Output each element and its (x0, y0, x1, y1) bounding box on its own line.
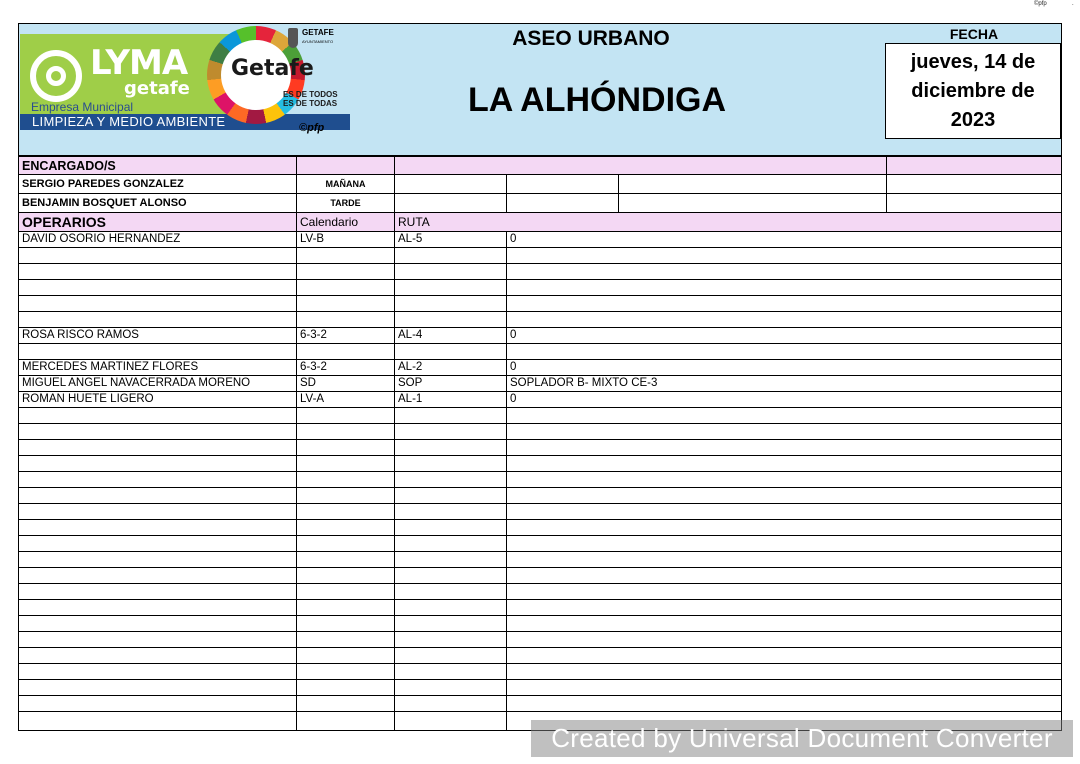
table-row (18, 328, 1062, 344)
operario-name-cell (18, 552, 296, 567)
operario-obs-cell: 0 (506, 328, 1062, 343)
operario-obs-cell (506, 504, 1062, 519)
operario-obs-cell: 0 (506, 392, 1062, 407)
operario-ruta-cell: AL-1 (394, 392, 506, 407)
operario-obs-cell (506, 632, 1062, 647)
operario-name-cell (18, 568, 296, 583)
operario-obs-cell (506, 472, 1062, 487)
table-row (18, 488, 1062, 504)
encargado-row (18, 194, 1062, 213)
operario-cal-cell (296, 408, 394, 423)
table-row (18, 584, 1062, 600)
operario-ruta-cell (394, 456, 506, 471)
operarios-label: OPERARIOS (18, 213, 296, 231)
table-row (18, 312, 1062, 328)
encargado-name: BENJAMIN BOSQUET ALONSO (18, 194, 296, 212)
table-row (18, 360, 1062, 376)
table-row (18, 408, 1062, 424)
lyma-brand-sub: getafe (124, 78, 190, 99)
getafe-logo-text: Getafe (231, 56, 314, 81)
operario-name-cell (18, 280, 296, 295)
operario-cal-cell (296, 584, 394, 599)
table-row (18, 392, 1062, 408)
operario-ruta-cell (394, 568, 506, 583)
table-row (18, 648, 1062, 664)
operario-cal-cell (296, 504, 394, 519)
ayuntamiento-label: GETAFE AYUNTAMIENTO (302, 28, 334, 44)
operario-cal-cell: LV-B (296, 232, 394, 247)
blank-cell (506, 194, 618, 212)
operario-name-cell (18, 424, 296, 439)
operario-name-cell (18, 536, 296, 551)
operario-cal-cell (296, 536, 394, 551)
operario-cal-cell (296, 264, 394, 279)
operario-name-cell (18, 296, 296, 311)
operario-cal-cell (296, 648, 394, 663)
operario-obs-cell (506, 696, 1062, 711)
table-row (18, 696, 1062, 712)
operario-ruta-cell: SOP (394, 376, 506, 391)
operario-cal-cell (296, 680, 394, 695)
operario-cal-cell (296, 472, 394, 487)
corner-dot: . (1072, 1, 1074, 7)
operario-obs-cell (506, 552, 1062, 567)
table-row (18, 440, 1062, 456)
operario-cal-cell (296, 456, 394, 471)
table-row (18, 232, 1062, 248)
table-row (18, 376, 1062, 392)
operario-ruta-cell (394, 440, 506, 455)
operario-cal-cell (296, 440, 394, 455)
operario-cal-cell (296, 296, 394, 311)
encargado-turno: TARDE (296, 194, 394, 212)
encargado-name: SERGIO PAREDES GONZALEZ (18, 175, 296, 193)
operario-obs-cell (506, 248, 1062, 263)
operario-cal-cell (296, 312, 394, 327)
limpieza-banner: LIMPIEZA Y MEDIO AMBIENTE (20, 114, 350, 130)
operario-name-cell (18, 680, 296, 695)
operario-cal-cell (296, 488, 394, 503)
operario-ruta-cell: AL-5 (394, 232, 506, 247)
lyma-brand: LYMA (90, 43, 188, 83)
operario-obs-cell (506, 664, 1062, 679)
operarios-header-row (18, 213, 1062, 232)
operario-ruta-cell (394, 536, 506, 551)
operario-cal-cell (296, 280, 394, 295)
operario-obs-cell (506, 520, 1062, 535)
operario-ruta-cell (394, 248, 506, 263)
operario-name-cell (18, 696, 296, 711)
operario-name-cell: ROSA RISCO RAMOS (18, 328, 296, 343)
blank-cell (618, 194, 886, 212)
operario-ruta-cell (394, 680, 506, 695)
operario-ruta-cell (394, 472, 506, 487)
blank-cell (618, 175, 886, 193)
table-row (18, 344, 1062, 360)
operario-ruta-cell (394, 520, 506, 535)
operario-obs-cell (506, 344, 1062, 359)
operario-ruta-cell (394, 296, 506, 311)
operario-obs-cell (506, 616, 1062, 631)
ruta-header: RUTA (394, 213, 1062, 231)
operario-ruta-cell (394, 504, 506, 519)
blank-cell (394, 175, 506, 193)
blank-cell (394, 194, 506, 212)
operario-name-cell (18, 600, 296, 615)
operario-ruta-cell (394, 344, 506, 359)
blank-cell (394, 157, 886, 174)
table-row (18, 536, 1062, 552)
operario-ruta-cell (394, 632, 506, 647)
operario-obs-cell (506, 280, 1062, 295)
table-row (18, 424, 1062, 440)
table-row (18, 680, 1062, 696)
operario-obs-cell (506, 312, 1062, 327)
operario-obs-cell (506, 264, 1062, 279)
operario-cal-cell: SD (296, 376, 394, 391)
operario-obs-cell: 0 (506, 360, 1062, 375)
operario-ruta-cell (394, 664, 506, 679)
swirl-icon (30, 50, 82, 102)
operario-cal-cell (296, 568, 394, 583)
operario-ruta-cell: AL-4 (394, 328, 506, 343)
blank-cell (296, 157, 394, 174)
operario-cal-cell: 6-3-2 (296, 328, 394, 343)
operario-cal-cell (296, 344, 394, 359)
operario-cal-cell (296, 520, 394, 535)
encargado-row (18, 175, 1062, 194)
operario-ruta-cell (394, 312, 506, 327)
operario-ruta-cell (394, 424, 506, 439)
copyright-mark: ©pfp (1034, 1, 1047, 7)
operario-cal-cell (296, 696, 394, 711)
table-row (18, 552, 1062, 568)
operario-ruta-cell (394, 264, 506, 279)
operario-name-cell (18, 440, 296, 455)
operario-cal-cell (296, 712, 394, 730)
calendario-header: Calendario (296, 213, 394, 231)
operario-ruta-cell (394, 488, 506, 503)
operario-ruta-cell (394, 600, 506, 615)
operario-obs-cell (506, 424, 1062, 439)
operario-name-cell (18, 616, 296, 631)
operario-name-cell: ROMAN HUETE LIGERO (18, 392, 296, 407)
operario-name-cell (18, 664, 296, 679)
table-row (18, 296, 1062, 312)
operario-name-cell (18, 520, 296, 535)
operario-obs-cell (506, 408, 1062, 423)
operario-obs-cell (506, 456, 1062, 471)
document-header (18, 23, 1062, 156)
operario-cal-cell: 6-3-2 (296, 360, 394, 375)
blank-cell (886, 157, 1062, 174)
operario-ruta-cell (394, 552, 506, 567)
operario-obs-cell (506, 584, 1062, 599)
operario-name-cell (18, 344, 296, 359)
operario-cal-cell (296, 552, 394, 567)
operario-obs-cell (506, 536, 1062, 551)
operario-obs-cell (506, 680, 1062, 695)
table-row (18, 504, 1062, 520)
operario-cal-cell (296, 616, 394, 631)
operario-name-cell (18, 248, 296, 263)
operario-obs-cell (506, 648, 1062, 663)
blank-cell (886, 194, 1062, 212)
operario-ruta-cell (394, 696, 506, 711)
table-row (18, 472, 1062, 488)
operario-name-cell (18, 456, 296, 471)
operario-ruta-cell (394, 584, 506, 599)
operario-ruta-cell: AL-2 (394, 360, 506, 375)
table-row (18, 600, 1062, 616)
operario-name-cell (18, 504, 296, 519)
operario-obs-cell: SOPLADOR B- MIXTO CE-3 (506, 376, 1062, 391)
service-title: ASEO URBANO (512, 27, 670, 50)
operario-ruta-cell (394, 648, 506, 663)
zone-title: LA ALHÓNDIGA (467, 81, 727, 119)
crest-icon (288, 28, 298, 48)
table-row (18, 664, 1062, 680)
operario-name-cell (18, 472, 296, 487)
blank-cell (506, 175, 618, 193)
pfp-mark: ©pfp (299, 122, 325, 134)
table-row (18, 632, 1062, 648)
operario-name-cell: DAVID OSORIO HERNANDEZ (18, 232, 296, 247)
operario-ruta-cell (394, 616, 506, 631)
encargados-label: ENCARGADO/S (18, 157, 296, 174)
operario-cal-cell (296, 664, 394, 679)
operario-obs-cell: 0 (506, 232, 1062, 247)
operario-name-cell (18, 264, 296, 279)
date-value: jueves, 14 de diciembre de 2023 (885, 43, 1061, 139)
operario-obs-cell (506, 600, 1062, 615)
operario-name-cell (18, 488, 296, 503)
operario-obs-cell (506, 296, 1062, 311)
operario-cal-cell (296, 600, 394, 615)
table-row (18, 568, 1062, 584)
motto: ES DE TODOS ES DE TODAS (283, 90, 338, 108)
date-label: FECHA (949, 26, 999, 42)
staff-table (18, 156, 1062, 731)
operario-name-cell: MERCEDES MARTINEZ FLORES (18, 360, 296, 375)
table-row (18, 616, 1062, 632)
table-row (18, 456, 1062, 472)
operario-ruta-cell (394, 712, 506, 730)
operario-obs-cell (506, 488, 1062, 503)
operario-name-cell (18, 632, 296, 647)
operario-cal-cell: LV-A (296, 392, 394, 407)
operario-name-cell: MIGUEL ANGEL NAVACERRADA MORENO (18, 376, 296, 391)
operario-obs-cell (506, 440, 1062, 455)
operario-cal-cell (296, 632, 394, 647)
table-row (18, 280, 1062, 296)
operario-cal-cell (296, 248, 394, 263)
empresa-label: Empresa Municipal (31, 100, 134, 114)
operario-name-cell (18, 584, 296, 599)
operario-ruta-cell (394, 408, 506, 423)
blank-cell (886, 175, 1062, 193)
encargados-header-row (18, 156, 1062, 175)
table-row (18, 248, 1062, 264)
operario-obs-cell (506, 568, 1062, 583)
operario-cal-cell (296, 424, 394, 439)
operario-name-cell (18, 408, 296, 423)
converter-watermark: Created by Universal Document Converter (531, 720, 1073, 757)
table-row (18, 264, 1062, 280)
operario-name-cell (18, 712, 296, 730)
operario-ruta-cell (394, 280, 506, 295)
operario-name-cell (18, 648, 296, 663)
table-row (18, 520, 1062, 536)
operario-name-cell (18, 312, 296, 327)
encargado-turno: MAÑANA (296, 175, 394, 193)
